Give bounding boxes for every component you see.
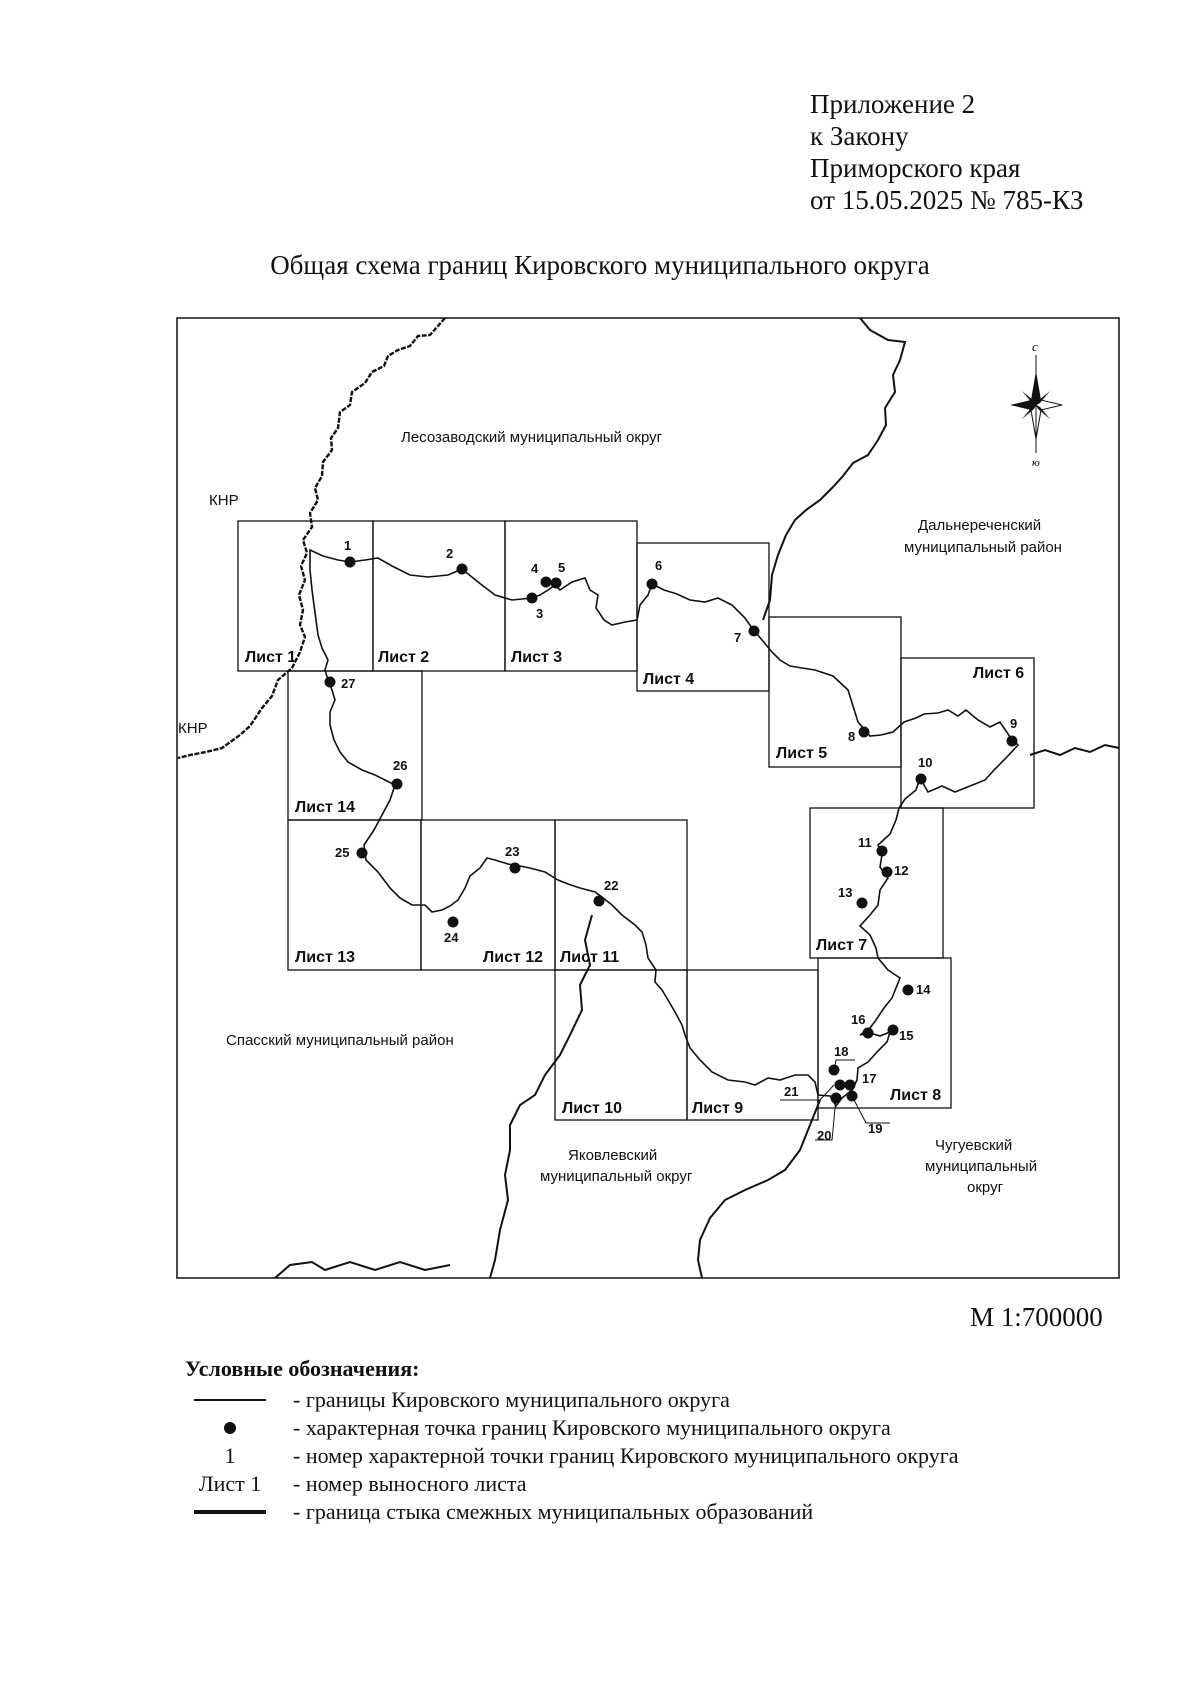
sheet-grid — [238, 521, 1034, 1120]
sheet-label: Лист 1 — [245, 649, 297, 666]
boundary-points — [325, 557, 1018, 1104]
sheet-label: Лист 9 — [692, 1100, 744, 1117]
district-border-dalnerechensky — [763, 318, 905, 620]
point-label: 19 — [868, 1121, 883, 1136]
sheet-label: Лист 11 — [560, 949, 620, 966]
region-label: округ — [967, 1179, 1004, 1196]
legend — [185, 1356, 959, 1526]
point-25 — [357, 848, 368, 859]
point-9 — [1007, 736, 1018, 747]
sheet-label: Лист 13 — [295, 949, 356, 966]
point-5 — [551, 578, 562, 589]
legend-number-symbol: 1 — [224, 1443, 236, 1468]
sheet-label: Лист 8 — [890, 1087, 942, 1104]
point-23 — [510, 863, 521, 874]
sheet-label: Лист 14 — [295, 799, 356, 816]
appendix-line: Приложение 2 — [810, 89, 976, 119]
region-label: муниципальный район — [904, 539, 1062, 556]
point-3 — [527, 593, 538, 604]
legend-row — [185, 1498, 959, 1526]
point-6 — [647, 579, 658, 590]
region-label: Лесозаводский муниципальный округ — [401, 429, 663, 446]
compass-rose-icon — [1010, 339, 1062, 469]
point-label: 22 — [604, 878, 619, 893]
point-label: 15 — [899, 1028, 914, 1043]
sheet-label: Лист 5 — [776, 745, 828, 762]
legend-dot-symbol — [185, 1422, 275, 1434]
legend-text: - номер характерной точки границ Кировского муниципального округа — [293, 1443, 959, 1468]
legend-title: Условные обозначения: — [185, 1356, 420, 1381]
point-label: 3 — [536, 606, 544, 621]
region-label: Яковлевский — [568, 1147, 658, 1164]
region-label: Дальнереченский — [918, 517, 1042, 534]
legend-text: - номер выносного листа — [293, 1471, 527, 1496]
sheet-label: Лист 7 — [816, 937, 868, 954]
region-label: Спасский муниципальный район — [226, 1032, 454, 1049]
legend-text: - граница стыка смежных муниципальных образований — [293, 1499, 814, 1524]
point-label: 13 — [838, 885, 853, 900]
district-border-east — [1030, 745, 1119, 755]
legend-sheet-symbol: Лист 1 — [198, 1471, 262, 1496]
point-label: 12 — [894, 863, 909, 878]
sheet-label: Лист 10 — [562, 1100, 623, 1117]
point-label: 7 — [734, 630, 742, 645]
legend-row — [185, 1442, 959, 1470]
compass-south-label: ю — [1032, 457, 1040, 469]
point-22 — [594, 896, 605, 907]
region-label: КНР — [178, 720, 208, 737]
point-label: 11 — [858, 835, 872, 850]
point-label: 27 — [341, 676, 356, 691]
point-10 — [916, 774, 927, 785]
legend-thick-line-symbol — [185, 1510, 275, 1514]
sheet-label: Лист 4 — [643, 671, 695, 688]
district-border-chuguevsky — [698, 1100, 820, 1278]
point-label: 20 — [817, 1128, 832, 1143]
point-label: 10 — [918, 755, 933, 770]
point-label: 24 — [444, 930, 459, 945]
point-label: 9 — [1010, 716, 1018, 731]
point-label: 26 — [393, 758, 408, 773]
kirovsky-boundary — [310, 550, 1018, 1106]
point-8 — [859, 727, 870, 738]
sheet-label: Лист 6 — [973, 665, 1025, 682]
point-label: 5 — [558, 560, 566, 575]
point-label: 21 — [784, 1084, 799, 1099]
legend-row — [185, 1386, 959, 1414]
point-27 — [325, 677, 336, 688]
point-label: 6 — [655, 558, 663, 573]
point-7 — [749, 626, 760, 637]
appendix-line: от 15.05.2025 № 785-КЗ — [810, 185, 1084, 215]
region-label: муниципальный — [925, 1158, 1038, 1175]
legend-text: - границы Кировского муниципального округа — [293, 1387, 730, 1412]
sheet-label: Лист 2 — [378, 649, 430, 666]
point-26 — [392, 779, 403, 790]
district-border-south — [275, 1262, 450, 1278]
sheet-label: Лист 3 — [511, 649, 563, 666]
point-label: 2 — [446, 546, 454, 561]
legend-row — [185, 1414, 959, 1442]
point-4 — [541, 577, 552, 588]
point-label: 4 — [531, 561, 539, 576]
legend-text: - характерная точка границ Кировского муниципального округа — [293, 1415, 891, 1440]
point-12 — [882, 867, 893, 878]
sheet-label: Лист 12 — [483, 949, 544, 966]
point-14 — [903, 985, 914, 996]
point-label: 14 — [916, 982, 931, 997]
point-1 — [345, 557, 356, 568]
point-17 — [845, 1080, 856, 1091]
point-13 — [857, 898, 868, 909]
point-label: 17 — [862, 1071, 877, 1086]
map-scale: М 1:700000 — [970, 1302, 1103, 1332]
point-label: 8 — [848, 729, 856, 744]
compass-north-label: с — [1032, 339, 1038, 354]
appendix-line: к Закону — [810, 121, 909, 151]
page-title: Общая схема границ Кировского муниципального округа — [270, 250, 930, 280]
map-frame — [177, 318, 1119, 1278]
point-11 — [877, 846, 888, 857]
point-24 — [448, 917, 459, 928]
point-2 — [457, 564, 468, 575]
point-15 — [888, 1025, 899, 1036]
point-21 — [835, 1080, 846, 1091]
state-border — [178, 318, 445, 758]
point-label: 18 — [834, 1044, 849, 1059]
point-label: 16 — [851, 1012, 866, 1027]
point-16 — [863, 1028, 874, 1039]
region-label: Чугуевский — [935, 1137, 1013, 1154]
region-label: КНР — [209, 492, 239, 509]
appendix-line: Приморского края — [810, 153, 1021, 183]
region-label: муниципальный округ — [540, 1168, 693, 1185]
legend-line-symbol — [185, 1399, 275, 1401]
legend-row — [185, 1470, 959, 1498]
point-label: 23 — [505, 844, 520, 859]
point-label: 1 — [344, 538, 352, 553]
point-label: 25 — [335, 845, 350, 860]
